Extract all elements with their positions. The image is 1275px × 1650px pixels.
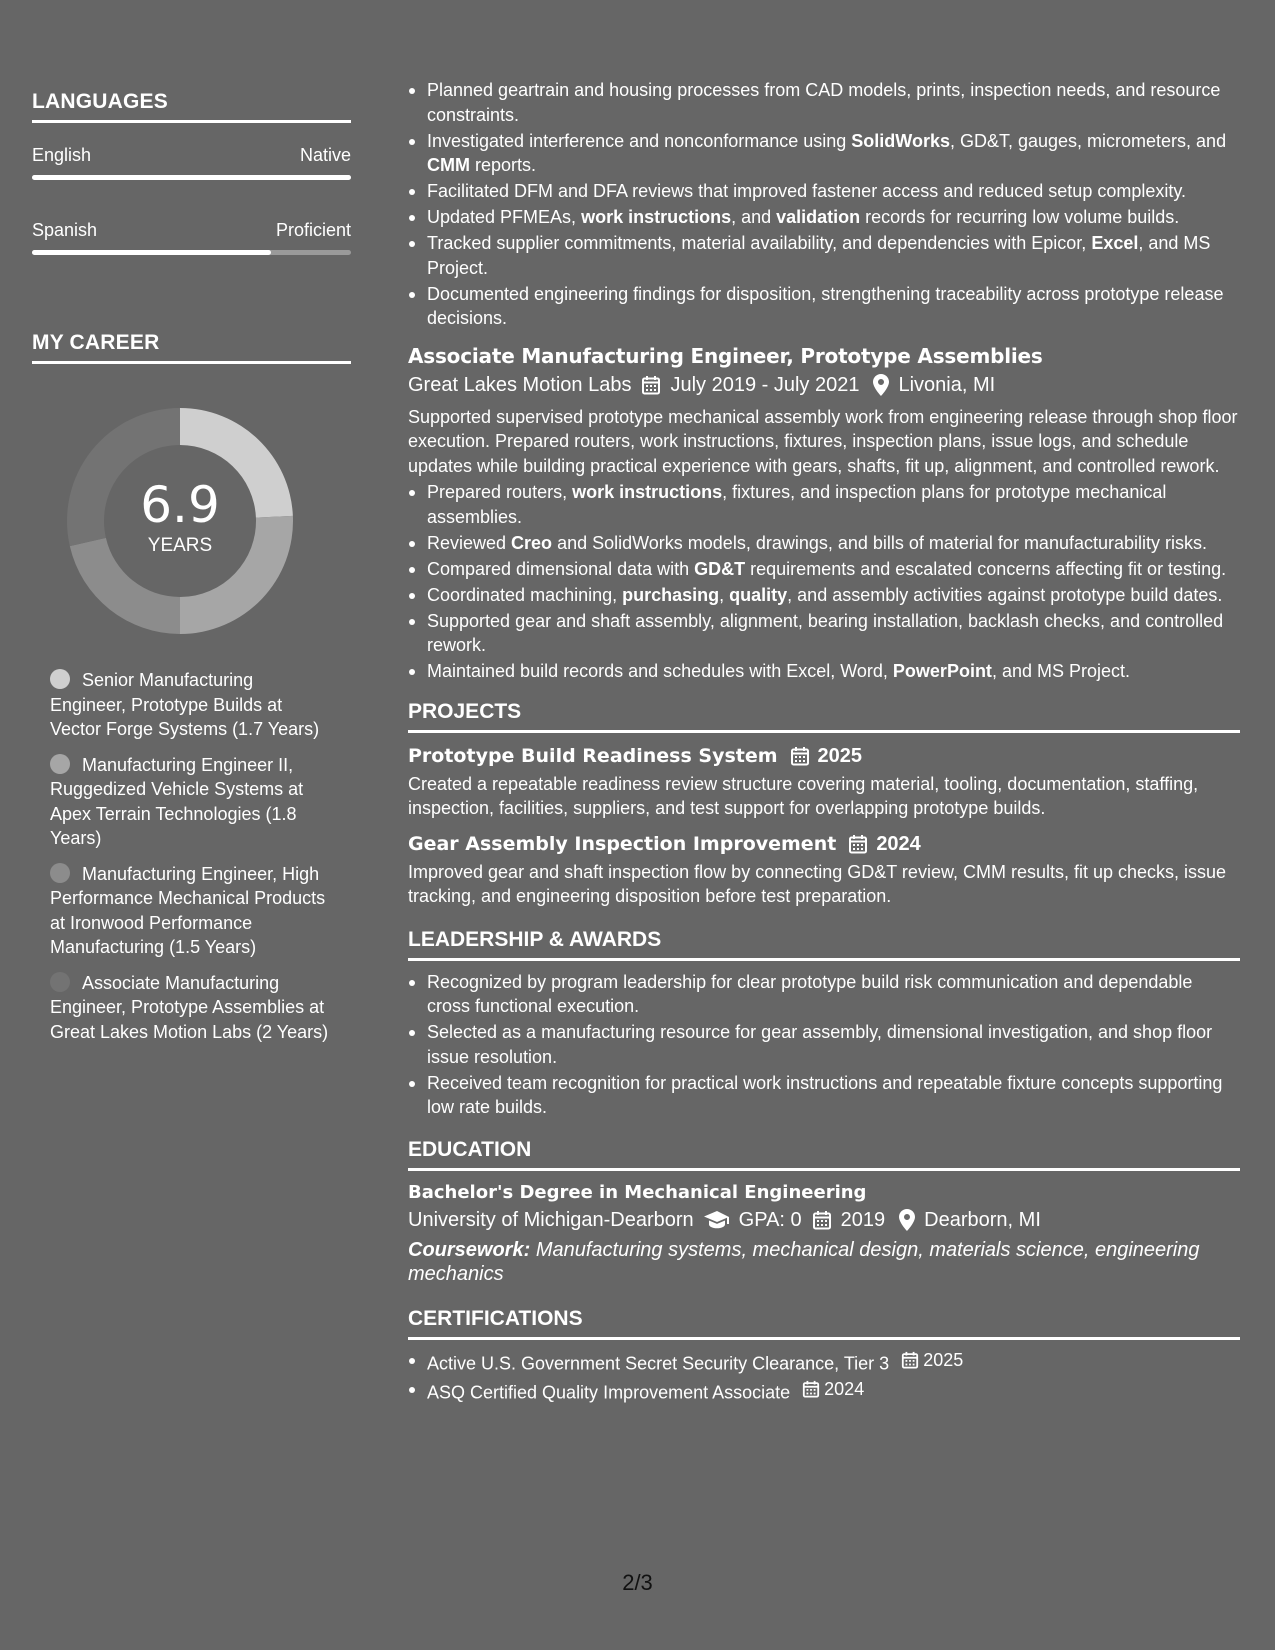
career-heading: MY CAREER <box>32 331 351 364</box>
leadership-bullets <box>408 970 1240 1120</box>
project-title: Prototype Build Readiness System <box>408 745 778 767</box>
project-description: Improved gear and shaft inspection flow by connecting GD&T review, CMM results, fit up checks, issue tracking, and engineering disposition before test preparation. <box>408 861 1227 906</box>
certification-name: Active U.S. Government Secret Security Clearance, Tier 3 <box>427 1352 890 1373</box>
calendar-icon <box>901 1351 919 1369</box>
leadership-heading: LEADERSHIP & AWARDS <box>408 928 1240 961</box>
job-description: Supported supervised prototype mechanical assembly work from engineering release through shop floor execution. Prepared routers, work instructions, fixtures, inspection plans, issue logs, and schedule updates while building practical experience with gears, shafts, fit up, alignment, and controlled rework. <box>408 406 1238 476</box>
bullet-item: Documented engineering findings for disposition, strengthening traceability across prototype release decisions. <box>408 282 1240 331</box>
bullet-item: Investigated interference and nonconformance using SolidWorks, GD&T, gauges, micrometers, and CMM reports. <box>408 129 1240 178</box>
language-spanish <box>32 220 351 255</box>
legend-dot <box>50 669 70 689</box>
bullet-item: Reviewed Creo and SolidWorks models, drawings, and bills of material for manufacturability risks. <box>408 531 1240 556</box>
certification-name: ASQ Certified Quality Improvement Associate <box>427 1382 791 1402</box>
education-degree: Bachelor's Degree in Mechanical Engineering <box>408 1181 867 1203</box>
bullet-item: Tracked supplier commitments, material availability, and dependencies with Epicor, Excel, and MS Project. <box>408 231 1240 280</box>
calendar-icon <box>641 375 661 395</box>
calendar-icon <box>848 834 868 854</box>
project-year: 2024 <box>876 832 921 855</box>
education-location: Dearborn, MI <box>924 1208 1041 1231</box>
bullet-item: Prepared routers, work instructions, fixtures, and inspection plans for prototype mechanical assemblies. <box>408 480 1240 529</box>
previous-job-bullets <box>408 78 1240 331</box>
bullet-item: Coordinated machining, purchasing, quality, and assembly activities against prototype build dates. <box>408 583 1240 608</box>
bullet-item: Facilitated DFM and DFA reviews that improved fastener access and reduced setup complexity. <box>408 179 1240 204</box>
career-donut-chart <box>67 408 293 634</box>
certification-year: 2025 <box>923 1349 964 1370</box>
job-company: Great Lakes Motion Labs <box>408 373 632 396</box>
education-year: 2019 <box>840 1208 886 1231</box>
certification-item <box>408 1348 1240 1376</box>
language-level: Proficient <box>275 220 351 240</box>
certification-item <box>408 1377 1240 1405</box>
project-item <box>408 833 1240 909</box>
bullet-item: Planned geartrain and housing processes from CAD models, prints, inspection needs, and resource constraints. <box>408 78 1240 127</box>
sidebar <box>32 90 351 1055</box>
bullet-item: Received team recognition for practical work instructions and repeatable fixture concepts supporting low rate builds. <box>408 1071 1240 1120</box>
project-year: 2025 <box>817 744 863 767</box>
education-heading: EDUCATION <box>408 1138 1240 1171</box>
job-title: Associate Manufacturing Engineer, Prototype Assemblies <box>408 343 1043 368</box>
education-meta <box>408 1209 1240 1232</box>
language-proficiency-fill <box>32 250 271 255</box>
career-legend-label: Associate Manufacturing Engineer, Prototype Assemblies at Great Lakes Motion Labs (2 Years) <box>50 972 329 1042</box>
career-legend-item <box>50 971 332 1045</box>
bullet-item: Supported gear and shaft assembly, alignment, bearing installation, backlash checks, and controlled rework. <box>408 609 1240 658</box>
calendar-icon <box>812 1210 832 1230</box>
career-legend-item <box>50 668 332 742</box>
project-title: Gear Assembly Inspection Improvement <box>408 833 837 855</box>
bullet-item: Compared dimensional data with GD&T requirements and escalated concerns affecting fit or testing. <box>408 557 1240 582</box>
legend-dot <box>50 863 70 883</box>
education-coursework <box>408 1238 1240 1287</box>
career-total-unit: YEARS <box>147 535 213 556</box>
legend-dot <box>50 972 70 992</box>
projects-heading: PROJECTS <box>408 700 1240 733</box>
career-legend <box>50 668 332 1044</box>
language-level: Native <box>299 145 351 165</box>
bullet-item: Updated PFMEAs, work instructions, and validation records for recurring low volume builds. <box>408 205 1240 230</box>
career-legend-label: Manufacturing Engineer II, Ruggedized Vehicle Systems at Apex Terrain Technologies (1.8 Years) <box>50 754 304 848</box>
language-name: Spanish <box>32 220 98 240</box>
education-school: University of Michigan-Dearborn <box>408 1208 694 1231</box>
language-proficiency-bar <box>32 250 351 255</box>
location-pin-icon <box>899 1209 915 1231</box>
career-legend-label: Manufacturing Engineer, High Performance Mechanical Products at Ironwood Performance Manufacturing (1.5 Years) <box>50 863 326 957</box>
project-item <box>408 745 1240 821</box>
language-name: English <box>32 145 92 165</box>
certification-year: 2024 <box>824 1378 865 1399</box>
language-proficiency-bar <box>32 175 351 180</box>
career-total-value: 6.9 <box>140 476 220 534</box>
page-number: 2/3 <box>622 1570 653 1595</box>
bullet-item: Selected as a manufacturing resource for gear assembly, dimensional investigation, and shop floor issue resolution. <box>408 1020 1240 1069</box>
job-location: Livonia, MI <box>898 373 996 396</box>
certifications-list <box>408 1348 1240 1405</box>
languages-heading: LANGUAGES <box>32 90 351 123</box>
calendar-icon <box>790 746 810 766</box>
job-dates: July 2019 - July 2021 <box>670 373 860 396</box>
location-pin-icon <box>873 374 889 396</box>
graduation-cap-icon <box>704 1211 730 1229</box>
job-meta <box>408 374 1240 397</box>
certifications-heading: CERTIFICATIONS <box>408 1307 1240 1340</box>
job-bullets <box>408 480 1240 684</box>
education-gpa: GPA: 0 <box>738 1208 802 1231</box>
legend-dot <box>50 754 70 774</box>
bullet-item: Recognized by program leadership for clear prototype build risk communication and dependable cross functional execution. <box>408 970 1240 1019</box>
career-legend-label: Senior Manufacturing Engineer, Prototype Builds at Vector Forge Systems (1.7 Years) <box>50 670 320 739</box>
language-english <box>32 145 351 180</box>
calendar-icon <box>802 1380 820 1398</box>
career-legend-item <box>50 862 332 960</box>
bullet-item: Maintained build records and schedules with Excel, Word, PowerPoint, and MS Project. <box>408 659 1240 684</box>
language-proficiency-fill <box>32 175 351 180</box>
project-description: Created a repeatable readiness review structure covering material, tooling, documentation, staffing, inspection, facilities, suppliers, and test support for overlapping prototype builds. <box>408 773 1199 818</box>
main-content <box>408 78 1240 1406</box>
coursework-label: Coursework: <box>408 1238 531 1261</box>
coursework-text: Manufacturing systems, mechanical design, materials science, engineering mechanics <box>408 1238 1200 1285</box>
career-legend-item <box>50 753 332 851</box>
